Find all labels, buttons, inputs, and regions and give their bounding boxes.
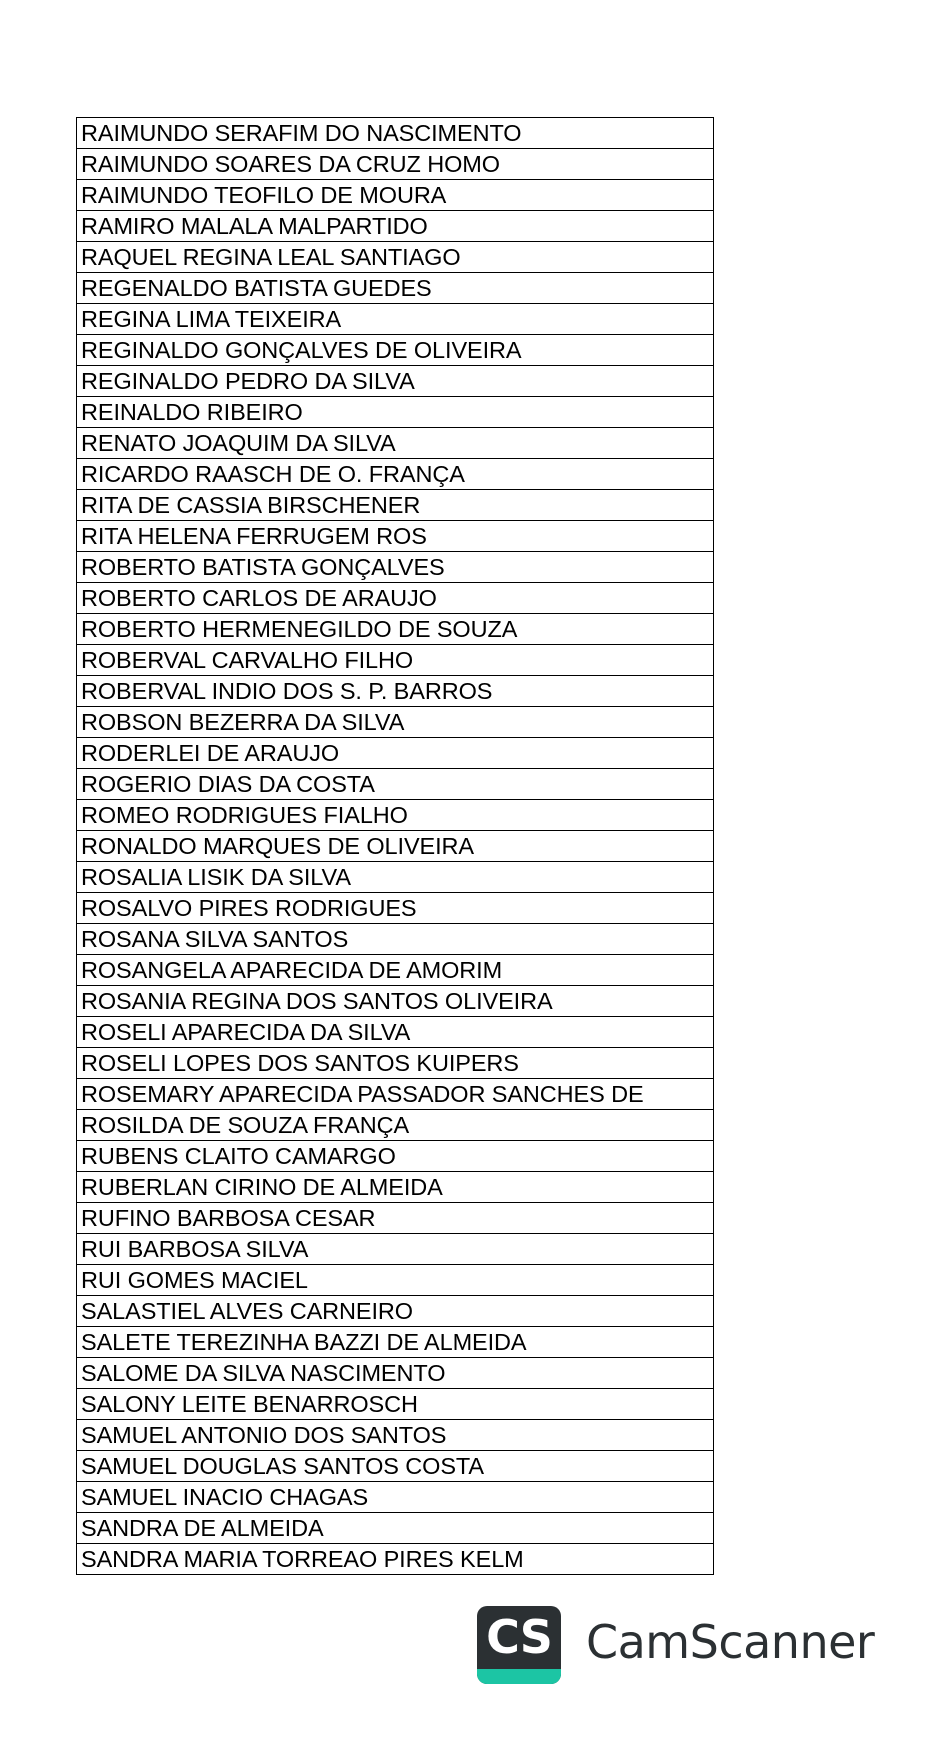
name-cell: ROMEO RODRIGUES FIALHO xyxy=(77,800,714,831)
name-cell: SALASTIEL ALVES CARNEIRO xyxy=(77,1296,714,1327)
name-cell: ROBSON BEZERRA DA SILVA xyxy=(77,707,714,738)
name-cell: SALETE TEREZINHA BAZZI DE ALMEIDA xyxy=(77,1327,714,1358)
table-row xyxy=(77,521,714,552)
name-cell: ROBERVAL CARVALHO FILHO xyxy=(77,645,714,676)
camscanner-wordmark: CamScanner xyxy=(586,1615,875,1669)
name-cell: RODERLEI DE ARAUJO xyxy=(77,738,714,769)
name-cell: ROSALIA LISIK DA SILVA xyxy=(77,862,714,893)
name-cell: ROSELI APARECIDA DA SILVA xyxy=(77,1017,714,1048)
name-list-body xyxy=(77,118,714,1575)
table-row xyxy=(77,211,714,242)
name-cell: ROGERIO DIAS DA COSTA xyxy=(77,769,714,800)
table-row xyxy=(77,1451,714,1482)
table-row xyxy=(77,707,714,738)
name-cell: SAMUEL INACIO CHAGAS xyxy=(77,1482,714,1513)
name-cell: SANDRA MARIA TORREAO PIRES KELM xyxy=(77,1544,714,1575)
table-row xyxy=(77,738,714,769)
name-cell: ROSILDA DE SOUZA FRANÇA xyxy=(77,1110,714,1141)
name-list-table xyxy=(76,117,714,1575)
table-row xyxy=(77,1048,714,1079)
table-row xyxy=(77,955,714,986)
name-cell: SALOME DA SILVA NASCIMENTO xyxy=(77,1358,714,1389)
table-row xyxy=(77,242,714,273)
table-row xyxy=(77,1017,714,1048)
name-cell: ROSANA SILVA SANTOS xyxy=(77,924,714,955)
table-row xyxy=(77,924,714,955)
name-cell: RONALDO MARQUES DE OLIVEIRA xyxy=(77,831,714,862)
name-cell: REINALDO RIBEIRO xyxy=(77,397,714,428)
table-row xyxy=(77,583,714,614)
camscanner-logo-icon xyxy=(477,1606,561,1684)
name-cell: ROSANGELA APARECIDA DE AMORIM xyxy=(77,955,714,986)
name-cell: ROBERTO CARLOS DE ARAUJO xyxy=(77,583,714,614)
name-cell: ROBERTO HERMENEGILDO DE SOUZA xyxy=(77,614,714,645)
name-cell: SANDRA DE ALMEIDA xyxy=(77,1513,714,1544)
name-cell: REGENALDO BATISTA GUEDES xyxy=(77,273,714,304)
table-row xyxy=(77,428,714,459)
table-row xyxy=(77,893,714,924)
name-cell: ROSANIA REGINA DOS SANTOS OLIVEIRA xyxy=(77,986,714,1017)
name-cell: SAMUEL DOUGLAS SANTOS COSTA xyxy=(77,1451,714,1482)
name-cell: RUBENS CLAITO CAMARGO xyxy=(77,1141,714,1172)
name-cell: REGINALDO GONÇALVES DE OLIVEIRA xyxy=(77,335,714,366)
name-cell: ROSALVO PIRES RODRIGUES xyxy=(77,893,714,924)
table-row xyxy=(77,1234,714,1265)
name-cell: SAMUEL ANTONIO DOS SANTOS xyxy=(77,1420,714,1451)
table-row xyxy=(77,118,714,149)
name-cell: SALONY LEITE BENARROSCH xyxy=(77,1389,714,1420)
table-row xyxy=(77,1513,714,1544)
table-row xyxy=(77,459,714,490)
table-row xyxy=(77,1420,714,1451)
table-row xyxy=(77,149,714,180)
table-row xyxy=(77,1172,714,1203)
table-row xyxy=(77,1482,714,1513)
table-row xyxy=(77,1265,714,1296)
name-cell: RAIMUNDO SOARES DA CRUZ HOMO xyxy=(77,149,714,180)
table-row xyxy=(77,831,714,862)
table-row xyxy=(77,1203,714,1234)
name-cell: RITA DE CASSIA BIRSCHENER xyxy=(77,490,714,521)
table-row xyxy=(77,1327,714,1358)
name-cell: RAIMUNDO SERAFIM DO NASCIMENTO xyxy=(77,118,714,149)
name-cell: REGINA LIMA TEIXEIRA xyxy=(77,304,714,335)
name-cell: RAIMUNDO TEOFILO DE MOURA xyxy=(77,180,714,211)
name-cell: RUI GOMES MACIEL xyxy=(77,1265,714,1296)
table-row xyxy=(77,862,714,893)
table-row xyxy=(77,335,714,366)
table-row xyxy=(77,769,714,800)
name-cell: ROBERVAL INDIO DOS S. P. BARROS xyxy=(77,676,714,707)
table-row xyxy=(77,1141,714,1172)
name-cell: RICARDO RAASCH DE O. FRANÇA xyxy=(77,459,714,490)
table-row xyxy=(77,1358,714,1389)
table-row xyxy=(77,800,714,831)
name-cell: RAQUEL REGINA LEAL SANTIAGO xyxy=(77,242,714,273)
table-row xyxy=(77,1389,714,1420)
table-row xyxy=(77,273,714,304)
table-row xyxy=(77,180,714,211)
name-cell: RUBERLAN CIRINO DE ALMEIDA xyxy=(77,1172,714,1203)
name-cell: RUI BARBOSA SILVA xyxy=(77,1234,714,1265)
name-cell: ROSEMARY APARECIDA PASSADOR SANCHES DE xyxy=(77,1079,714,1110)
table-row xyxy=(77,366,714,397)
table-row xyxy=(77,490,714,521)
table-row xyxy=(77,304,714,335)
name-cell: RUFINO BARBOSA CESAR xyxy=(77,1203,714,1234)
table-row xyxy=(77,1544,714,1575)
table-row xyxy=(77,1110,714,1141)
name-cell: RITA HELENA FERRUGEM ROS xyxy=(77,521,714,552)
camscanner-logo-letters: CS xyxy=(486,1610,552,1664)
table-row xyxy=(77,397,714,428)
name-cell: RENATO JOAQUIM DA SILVA xyxy=(77,428,714,459)
table-row xyxy=(77,676,714,707)
table-row xyxy=(77,986,714,1017)
table-row xyxy=(77,614,714,645)
table-row xyxy=(77,552,714,583)
name-cell: ROBERTO BATISTA GONÇALVES xyxy=(77,552,714,583)
table-row xyxy=(77,1296,714,1327)
table-row xyxy=(77,645,714,676)
camscanner-logo-stripe xyxy=(477,1669,561,1684)
name-cell: RAMIRO MALALA MALPARTIDO xyxy=(77,211,714,242)
name-cell: ROSELI LOPES DOS SANTOS KUIPERS xyxy=(77,1048,714,1079)
name-cell: REGINALDO PEDRO DA SILVA xyxy=(77,366,714,397)
table-row xyxy=(77,1079,714,1110)
